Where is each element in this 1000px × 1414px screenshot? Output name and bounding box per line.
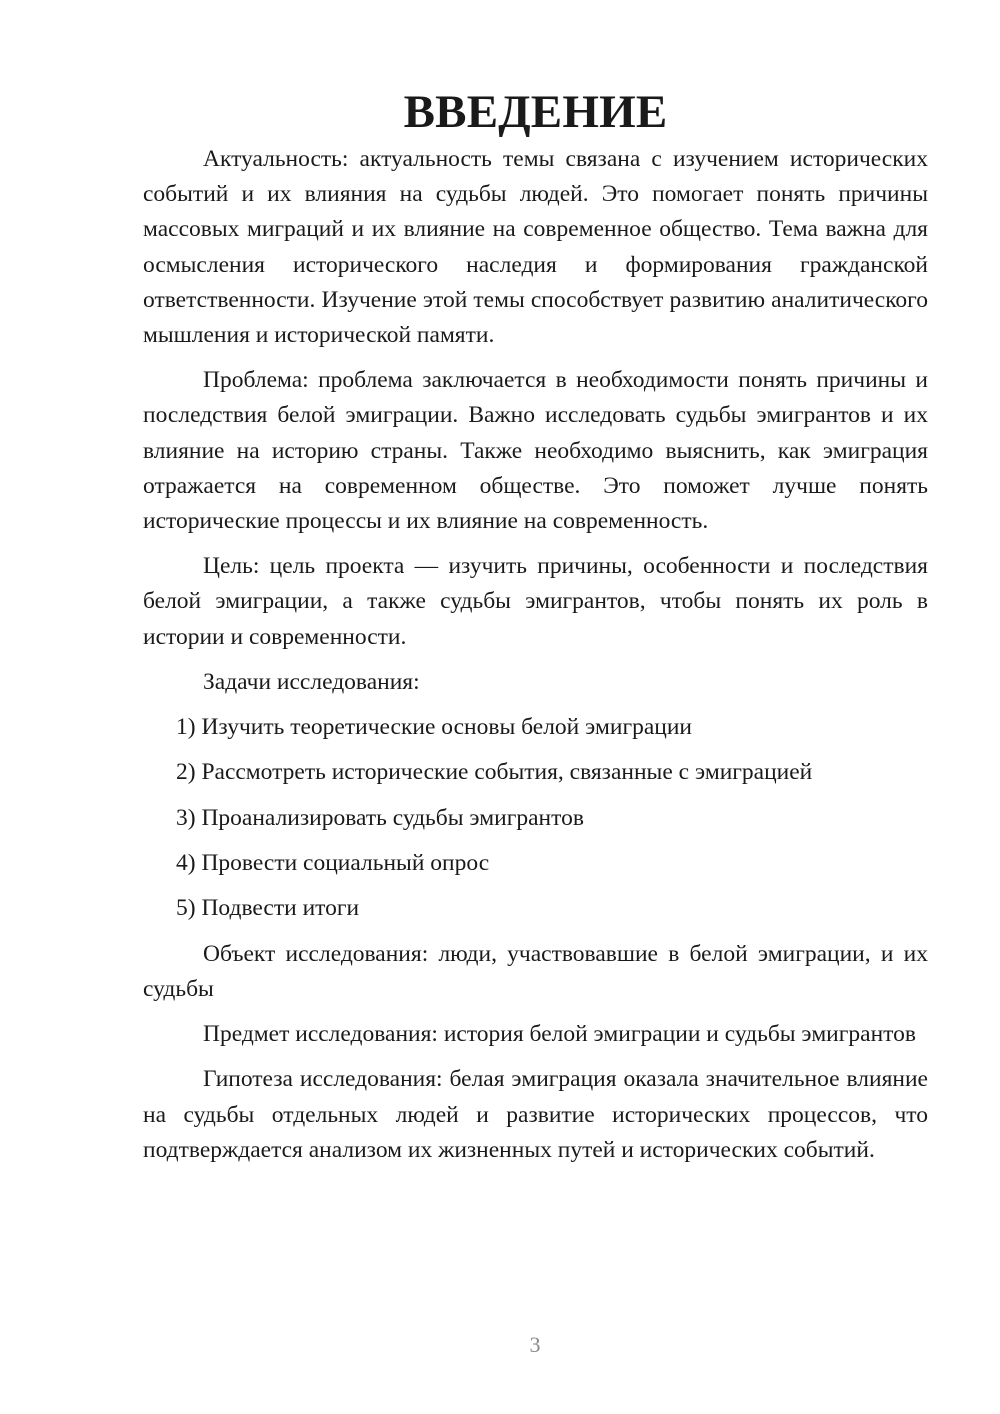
tasks-heading: Задачи исследования: [203, 668, 420, 695]
relevance-paragraph: Актуальность: актуальность темы связана с изучением исторических событий и их влияния на судьбы людей. Это помогает понять причины массовых миграций и их влияние на современное общество. Тема важна для осмысления исторического наследия и формирования гражданской ответственности. Изучение этой темы способствует развитию аналитического мышления и исторической памяти. [143, 146, 928, 349]
task-item-1: 1) Изучить теоретические основы белой эмиграции [176, 713, 692, 740]
task-item-2: 2) Рассмотреть исторические события, связанные с эмиграцией [176, 759, 813, 786]
page-number: 3 [529, 1332, 541, 1357]
goal-paragraph: Цель: цель проекта — изучить причины, особенности и последствия белой эмиграции, а также судьбы эмигрантов, чтобы понять их роль в истории и современности. [143, 553, 928, 650]
page-title: ВВЕДЕНИЕ [403, 86, 668, 138]
hypothesis-paragraph: Гипотеза исследования: белая эмиграция оказала значительное влияние на судьбы отдельных людей и развитие исторических процессов, что подтверждается анализом их жизненных путей и исторических событий. [143, 1066, 928, 1163]
task-list [143, 710, 928, 927]
task-item-5: 5) Подвести итоги [176, 895, 360, 922]
page-content [143, 86, 928, 1178]
subject-paragraph: Предмет исследования: история белой эмиграции и судьбы эмигрантов [203, 1021, 916, 1048]
task-item-4: 4) Провести социальный опрос [176, 850, 490, 877]
object-paragraph: Объект исследования: люди, участвовавшие в белой эмиграции, и их судьбы [143, 940, 928, 1002]
problem-paragraph: Проблема: проблема заключается в необходимости понять причины и последствия белой эмиграции. Важно исследовать судьбы эмигрантов и их влияние на историю страны. Также необходимо выяснить, как эмиграция отражается на современном обществе. Это поможет лучше понять исторические процессы и их влияние на современность. [143, 367, 928, 535]
task-item-3: 3) Проанализировать судьбы эмигрантов [176, 804, 584, 831]
